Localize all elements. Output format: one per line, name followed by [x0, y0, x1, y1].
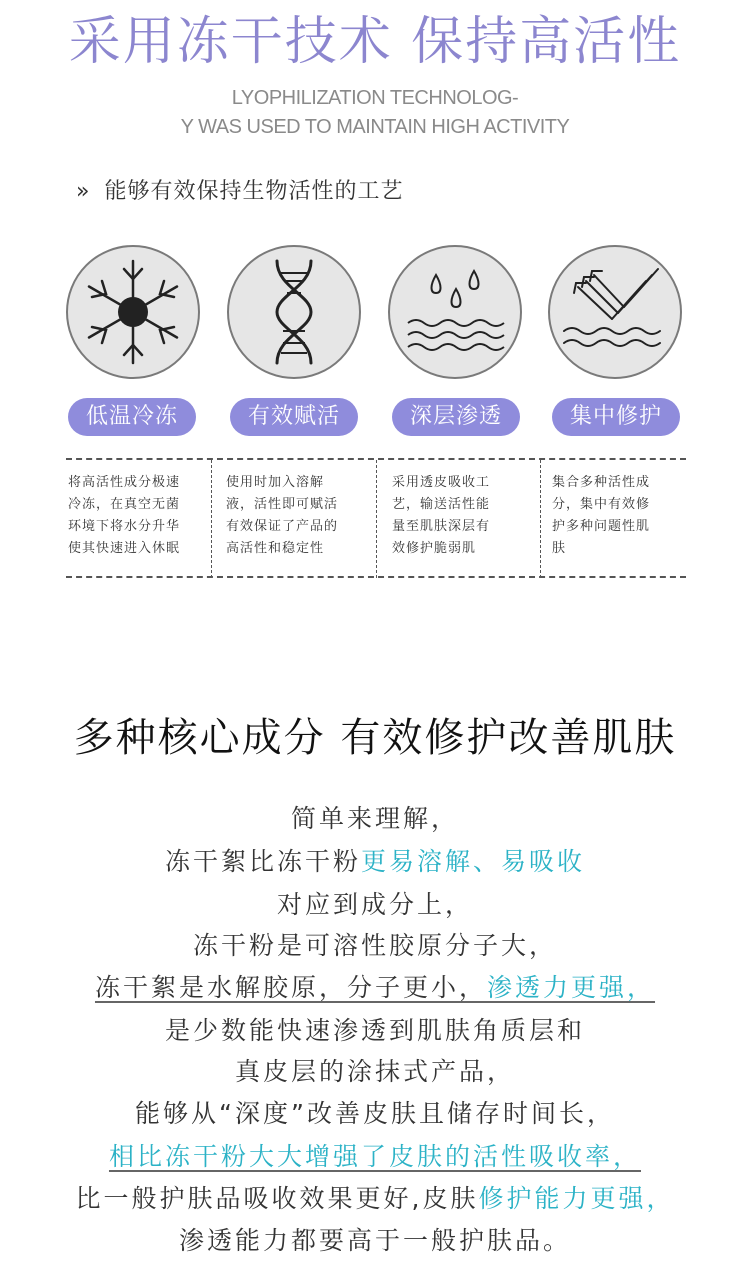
- body-line-underlined: [0, 1140, 750, 1174]
- step-label-repair: 集中修护: [552, 398, 680, 436]
- english-subtitle-line-2: Y WAS USED TO MAINTAIN HIGH ACTIVITY: [180, 116, 570, 138]
- table-divider: [376, 460, 377, 578]
- body-highlight: 渗透力更强，: [487, 973, 656, 1002]
- step-description-repair: 集合多种活性成 分，集中有效修 护多种问题性肌 肤: [552, 475, 651, 556]
- dna-icon: [227, 245, 361, 379]
- snowflake-icon: [66, 245, 200, 379]
- penetration-arrows-icon: [548, 245, 682, 379]
- body-line: 真皮层的涂抹式产品，: [234, 1057, 515, 1086]
- water-drops-icon: [388, 245, 522, 379]
- english-subtitle-line-1: LYOPHILIZATION TECHNOLOG-: [231, 87, 519, 109]
- step-label-penetration: 深层渗透: [392, 398, 520, 436]
- section-headline: 多种核心成分 有效修护改善肌肤: [73, 715, 677, 761]
- step-label-activation: 有效赋活: [230, 398, 358, 436]
- body-line: 比一般护肤品吸收效果更好,皮肤修护能力更强，: [75, 1184, 675, 1213]
- body-highlight: 修护能力更强，: [478, 1184, 675, 1213]
- body-line: 能够从“深度”改善皮肤且储存时间长，: [135, 1099, 615, 1128]
- page-title: 采用冻干技术 保持高活性: [68, 12, 682, 72]
- body-line: 冻干粉是可溶性胶原分子大，: [192, 931, 557, 960]
- process-label-text: 能够有效保持生物活性的工艺: [104, 179, 404, 204]
- body-highlight: 相比冻干粉大大增强了皮肤的活性吸收率，: [108, 1142, 641, 1171]
- step-label-freezing: 低温冷冻: [68, 398, 196, 436]
- step-description-activation: 使用时加入溶解 液，活性即可赋活 有效保证了产品的 高活性和稳定性: [226, 475, 339, 556]
- body-line: 渗透能力都要高于一般护肤品。: [178, 1226, 571, 1255]
- body-line: 是少数能快速渗透到肌肤角质层和: [164, 1016, 585, 1045]
- step-description-freezing: 将高活性成分极速 冷冻，在真空无菌 环境下将水分升华 使其快速进入休眠: [68, 475, 181, 556]
- body-line-underlined: 冻干絮是水解胶原，分子更小，渗透力更强，: [94, 973, 656, 1002]
- body-highlight: 更易溶解、易吸收: [361, 847, 586, 876]
- double-chevron-icon: »: [76, 179, 91, 204]
- body-line: 对应到成分上，: [276, 890, 473, 919]
- table-divider: [540, 460, 541, 578]
- body-line: 冻干絮比冻干粉更易溶解、易吸收: [164, 847, 586, 876]
- step-description-penetration: 采用透皮吸收工 艺，输送活性能 量至肌肤深层有 效修护脆弱肌: [392, 475, 491, 556]
- table-divider: [211, 460, 212, 578]
- process-section-label: [76, 176, 403, 208]
- body-line: 简单来理解，: [290, 804, 459, 833]
